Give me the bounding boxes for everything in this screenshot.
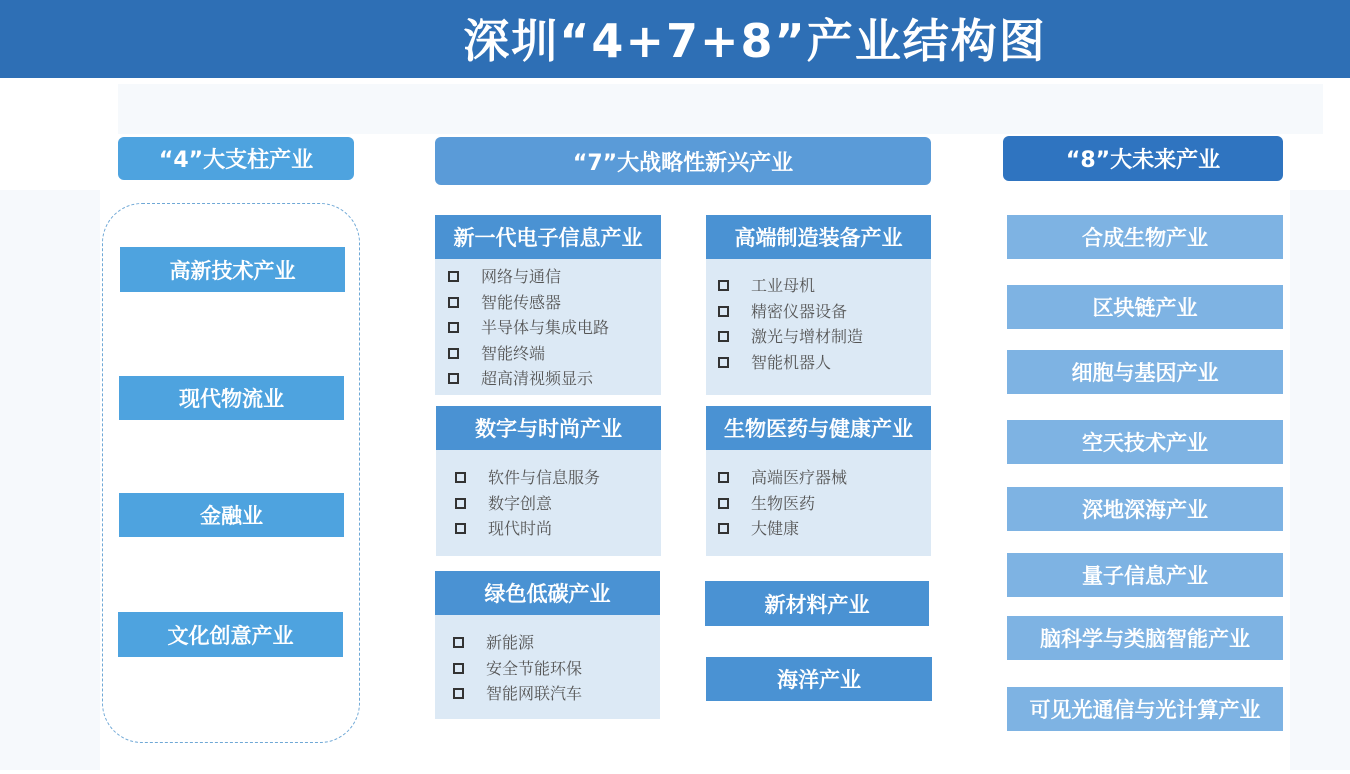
checkbox-icon xyxy=(448,322,459,333)
future-item: 深地深海产业 xyxy=(1007,487,1283,531)
checkbox-icon xyxy=(448,373,459,384)
background-band xyxy=(1290,190,1350,770)
checkbox-icon xyxy=(453,637,464,648)
pillar-item: 高新技术产业 xyxy=(120,247,345,292)
panel-title: 绿色低碳产业 xyxy=(435,571,660,615)
checkbox-icon xyxy=(718,331,729,342)
checkbox-icon xyxy=(453,688,464,699)
list-item-label: 网络与通信 xyxy=(481,267,562,286)
panel-title: 生物医药与健康产业 xyxy=(706,406,931,450)
list-item-label: 半导体与集成电路 xyxy=(481,318,610,337)
list-item-label: 智能网联汽车 xyxy=(486,684,583,703)
checkbox-icon xyxy=(455,498,466,509)
future-item: 量子信息产业 xyxy=(1007,553,1283,597)
list-item-label: 安全节能环保 xyxy=(486,658,583,678)
list-item xyxy=(718,273,863,299)
list-item xyxy=(718,491,847,517)
industry-panel xyxy=(436,406,661,556)
list-item xyxy=(448,366,609,392)
checkbox-icon xyxy=(718,472,729,483)
checkbox-icon xyxy=(718,498,729,509)
list-item-label: 智能传感器 xyxy=(481,292,562,312)
industry-panel xyxy=(706,406,931,556)
list-item-label: 工业母机 xyxy=(751,276,816,295)
checkbox-icon xyxy=(455,472,466,483)
pillar-item: 文化创意产业 xyxy=(118,612,343,657)
future-item: 细胞与基因产业 xyxy=(1007,350,1283,394)
panel-title: 新一代电子信息产业 xyxy=(435,215,661,259)
pillar-item: 现代物流业 xyxy=(119,376,344,420)
panel-title: 数字与时尚产业 xyxy=(436,406,661,450)
future-item: 合成生物产业 xyxy=(1007,215,1283,259)
checkbox-icon xyxy=(718,306,729,317)
list-item-label: 生物医药 xyxy=(751,493,816,513)
checkbox-icon xyxy=(718,280,729,291)
future-item: 空天技术产业 xyxy=(1007,420,1283,464)
future-item: 可见光通信与光计算产业 xyxy=(1007,687,1283,731)
checkbox-icon xyxy=(718,523,729,534)
list-item-label: 智能机器人 xyxy=(751,352,832,372)
industry-panel xyxy=(435,215,661,395)
list-item xyxy=(453,656,582,682)
list-item xyxy=(718,516,847,542)
industry-panel xyxy=(435,571,660,719)
list-item xyxy=(718,299,863,325)
list-item xyxy=(448,290,609,316)
list-item-label: 精密仪器设备 xyxy=(751,301,848,321)
industry-panel xyxy=(706,215,931,395)
pillar-header: “4”大支柱产业 xyxy=(118,137,354,180)
industry-box: 海洋产业 xyxy=(706,657,932,701)
background-band xyxy=(0,190,100,770)
list-item xyxy=(455,516,600,542)
list-item-label: 软件与信息服务 xyxy=(488,468,601,487)
checkbox-icon xyxy=(455,523,466,534)
list-item xyxy=(718,350,863,376)
checkbox-icon xyxy=(453,663,464,674)
list-item xyxy=(448,341,609,367)
list-item xyxy=(448,315,609,341)
background-band xyxy=(118,84,1323,134)
list-item xyxy=(448,264,609,290)
checkbox-icon xyxy=(448,271,459,282)
list-item xyxy=(453,630,582,656)
panel-title: 高端制造装备产业 xyxy=(706,215,931,259)
list-item-label: 新能源 xyxy=(486,633,535,652)
list-item-label: 超高清视频显示 xyxy=(481,369,594,388)
list-item xyxy=(718,465,847,491)
list-item-label: 现代时尚 xyxy=(488,519,553,538)
future-item: 区块链产业 xyxy=(1007,285,1283,329)
future-header: “8”大未来产业 xyxy=(1003,136,1283,181)
checkbox-icon xyxy=(448,297,459,308)
list-item-label: 激光与增材制造 xyxy=(751,327,864,346)
page-title: 深圳“4+7+8”产业结构图 xyxy=(463,14,1047,68)
list-item xyxy=(455,491,600,517)
checkbox-icon xyxy=(448,348,459,359)
list-item-label: 数字创意 xyxy=(488,493,553,513)
list-item-label: 大健康 xyxy=(751,519,800,538)
pillar-item: 金融业 xyxy=(119,493,344,537)
checkbox-icon xyxy=(718,357,729,368)
strategic-header: “7”大战略性新兴产业 xyxy=(435,137,931,185)
list-item xyxy=(453,681,582,707)
list-item-label: 高端医疗器械 xyxy=(751,468,848,487)
industry-box: 新材料产业 xyxy=(705,581,929,626)
list-item-label: 智能终端 xyxy=(481,343,546,363)
future-item: 脑科学与类脑智能产业 xyxy=(1007,616,1283,660)
list-item xyxy=(718,324,863,350)
list-item xyxy=(455,465,600,491)
